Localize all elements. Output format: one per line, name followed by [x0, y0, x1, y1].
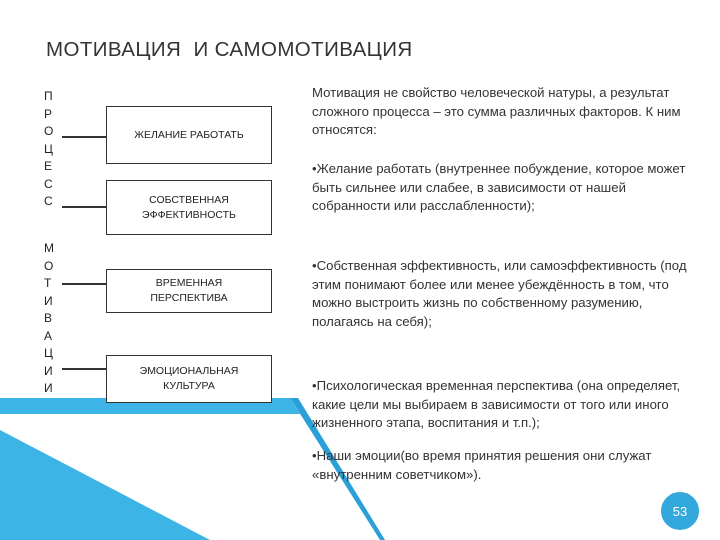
vertical-letter: Т — [44, 276, 52, 290]
connector-line — [62, 368, 106, 370]
vertical-letter: О — [44, 258, 54, 273]
description-bullet: •Желание работать (внутреннее побуждение, которое может быть сильнее или слабее, в зависимости от нашей собранности или расслабленности); — [312, 161, 686, 214]
vertical-letter: А — [44, 328, 53, 343]
factor-box-desire — [106, 106, 272, 164]
factor-box-label: ЖЕЛАНИЕ РАБОТАТЬ — [134, 128, 244, 141]
connector-line — [62, 283, 106, 285]
vertical-letter: О — [44, 124, 54, 138]
vertical-letter: Ц — [44, 141, 53, 156]
connector-line — [62, 206, 106, 208]
connector-line — [62, 136, 106, 138]
vertical-letter: Р — [44, 106, 53, 121]
description-bullet: •Наши эмоции(во время принятия решения они служат «внутренним советчиком»). — [312, 448, 652, 482]
slide-title: МОТИВАЦИЯ И САМОМОТИВАЦИЯ — [46, 38, 413, 61]
factor-box-time-perspective — [106, 269, 272, 313]
page-number-badge — [659, 490, 701, 532]
page-number: 53 — [672, 503, 688, 519]
vertical-letter: П — [44, 89, 53, 103]
description-intro: Мотивация не свойство человеческой натуры, а результат сложного процесса – это сумма различных факторов. К ним относятся: — [312, 85, 681, 138]
factor-box-efficacy — [106, 180, 272, 235]
description-bullet: •Собственная эффективность, или самоэффективность (под этим понимают более или менее убеждённость в том, что можно выстроить жизнь по собственному разумению, полагаясь на себя); — [312, 258, 687, 329]
vertical-letter: С — [44, 194, 53, 208]
vertical-letter: В — [44, 311, 53, 325]
factor-box-label: ЭМОЦИОНАЛЬНАЯ КУЛЬТУРА — [139, 365, 239, 392]
description-bullet: •Психологическая временная перспектива (она определяет, какие цели мы выбираем в зависимости от того или иного жизненного этапа, воспитания и т.п.); — [312, 378, 681, 431]
vertical-letter: И — [44, 363, 53, 378]
vertical-letter: С — [44, 176, 53, 191]
factor-box-emotional-culture — [106, 355, 272, 403]
vertical-letter: Ц — [44, 346, 53, 360]
vertical-letter: И — [44, 293, 53, 308]
vertical-label-process — [44, 88, 58, 211]
vertical-letter: И — [44, 381, 53, 395]
vertical-letter: М — [44, 241, 54, 255]
factor-box-label: ВРЕМЕННАЯ ПЕРСПЕКТИВА — [150, 277, 228, 304]
vertical-label-motivation — [44, 240, 58, 398]
factor-box-label: СОБСТВЕННАЯ ЭФФЕКТИВНОСТЬ — [142, 193, 236, 221]
vertical-letter: Е — [44, 159, 53, 173]
